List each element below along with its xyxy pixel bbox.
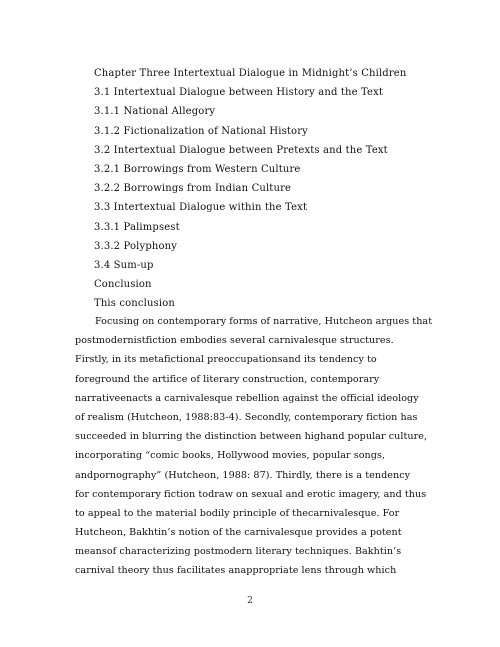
paragraph-line: Focusing on contemporary forms of narrative, Hutcheon argues that [95, 316, 433, 327]
page-number: 2 [247, 596, 253, 606]
paragraph-line: narrativeenacts a carnivalesque rebellion against the official ideology [75, 392, 419, 404]
paragraph-line: for contemporary fiction todraw on sexual and erotic imagery, and thus [75, 488, 427, 500]
paragraph-line: andpornography” (Hutcheon, 1988: 87). Thirdly, there is a tendency [75, 469, 411, 481]
toc-chapter-heading: Chapter Three Intertextual Dialogue in Midnight’s Children [94, 68, 407, 79]
toc-entry: 3.3 Intertextual Dialogue within the Text [94, 202, 308, 214]
toc-entry: 3.1.2 Fictionalization of National History [94, 125, 308, 137]
toc-entry: 3.4 Sum-up [94, 259, 154, 271]
paragraph-line: foreground the artifice of literary construction, contemporary [75, 373, 380, 385]
toc-entry: 3.1.1 National Allegory [94, 106, 216, 118]
toc-entry: 3.3.2 Polyphony [94, 240, 178, 252]
paragraph-line: Firstly, in its metafictional preoccupationsand its tendency to [75, 354, 377, 366]
paragraph-line: incorporating “comic books, Hollywood movies, popular songs, [75, 450, 386, 462]
paragraph-line: postmodernistfiction embodies several carnivalesque structures. [75, 335, 394, 347]
paragraph-line: carnival theory thus facilitates anappropriate lens through which [75, 565, 397, 577]
paragraph-line: meansof characterizing postmodern literary techniques. Bakhtin’s [75, 546, 402, 558]
toc-entry: 3.2 Intertextual Dialogue between Pretexts and the Text [94, 144, 388, 156]
toc-entry: This conclusion [94, 298, 175, 310]
toc-entry: 3.3.1 Palimpsest [94, 221, 180, 233]
paragraph-line: succeeded in blurring the distinction between highand popular culture, [75, 431, 428, 443]
paragraph-line: of realism (Hutcheon, 1988:83-4). Secondly, contemporary fiction has [75, 411, 418, 423]
toc-entry: 3.1 Intertextual Dialogue between History and the Text [94, 87, 384, 99]
paragraph-line: Hutcheon, Bakhtin’s notion of the carnivalesque provides a potent [75, 527, 402, 539]
toc-entry: 3.2.2 Borrowings from Indian Culture [94, 183, 292, 195]
paragraph-line: to appeal to the material bodily principle of thecarnivalesque. For [75, 507, 400, 519]
toc-entry: 3.2.1 Borrowings from Western Culture [94, 163, 301, 175]
toc-entry: Conclusion [94, 279, 152, 291]
body-paragraph [75, 312, 435, 581]
table-of-contents [94, 64, 406, 313]
